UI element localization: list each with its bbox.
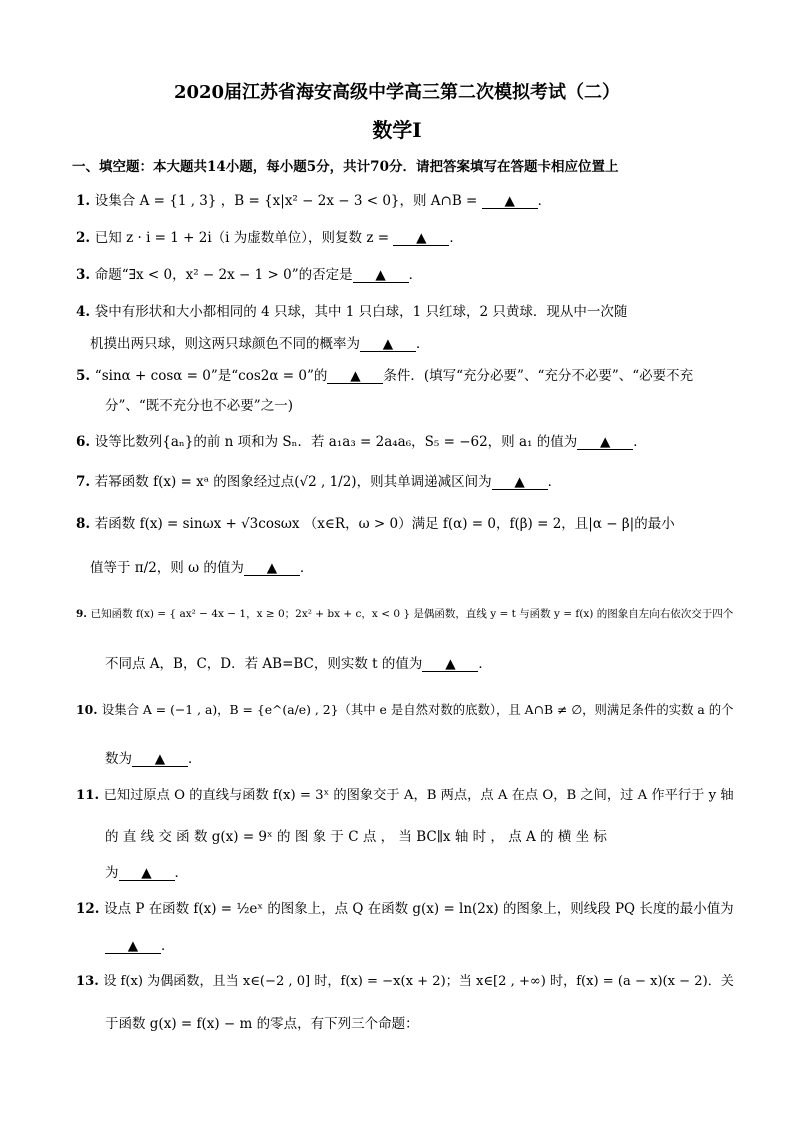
- answer-blank[interactable]: ▲: [360, 337, 416, 352]
- question-text: “sinα + cosα = 0”是“cos2α = 0”的: [94, 368, 328, 384]
- question-text: 不同点 A，B，C，D．若 AB=BC，则实数 t 的值为: [105, 656, 423, 672]
- question-number: 3.: [76, 267, 95, 283]
- answer-blank[interactable]: ▲: [327, 369, 383, 384]
- question-text-tail: ．: [188, 751, 202, 767]
- question-text: 为: [105, 865, 119, 881]
- question-text: 设点 P 在函数 f(x) = ½eˣ 的图象上，点 Q 在函数 g(x) = ln(2x) 的图象上，则线段 PQ 长度的最小值为: [104, 901, 734, 917]
- question-text-tail: ．: [449, 230, 463, 246]
- question-text-tail: ．: [161, 938, 175, 954]
- question-line: [105, 828, 607, 846]
- question-line: [76, 192, 551, 210]
- question-line: [105, 1015, 419, 1033]
- question-text: 分”、“既不充分也不必要”之一): [105, 398, 293, 414]
- question-text-tail: 条件．(填写“充分必要”、“充分不必要”、“必要不充: [383, 368, 694, 384]
- question-number: 13.: [76, 974, 104, 989]
- question-line: [76, 605, 733, 623]
- question-line: [76, 787, 734, 805]
- question-text-tail: ．: [174, 865, 188, 881]
- question-line: [105, 864, 188, 882]
- question-text: 已知函数 f(x) = { ax² − 4x − 1，x ≥ 0；2x² + bx + c，x < 0 } 是偶函数，直线 y = t 与函数 y = f(x) 的图象自左向右依次交于四个: [90, 608, 734, 620]
- question-number: 4.: [76, 304, 95, 320]
- question-line: [76, 973, 734, 991]
- question-text-tail: ．: [299, 560, 314, 576]
- question-text: 值等于 π/2，则 ω 的值为: [90, 560, 244, 576]
- question-text-tail: ．: [633, 434, 647, 450]
- question-text: 设等比数列{aₙ}的前 n 项和为 Sₙ．若 a₁a₃ = 2a₄a₆，S₅ = −62，则 a₁ 的值为: [94, 434, 578, 450]
- question-text: 设集合 A = {1 , 3} ，B = {x|x² − 2x − 3 < 0}，则 A∩B =: [94, 193, 482, 209]
- question-line: [76, 303, 627, 321]
- question-number: 2.: [76, 230, 95, 246]
- question-number: 8.: [76, 516, 95, 532]
- answer-blank[interactable]: ▲: [393, 231, 449, 246]
- question-line: [76, 433, 647, 451]
- question-text: 已知 z · i = 1 + 2i（i 为虚数单位），则复数 z =: [94, 230, 394, 246]
- question-line: [76, 367, 693, 385]
- question-number: 5.: [76, 368, 95, 384]
- answer-blank[interactable]: ▲: [353, 268, 409, 283]
- question-line: [90, 335, 430, 353]
- exam-title: 2020届江苏省海安高级中学高三第二次模拟考试（二）: [173, 82, 621, 103]
- question-text: 于函数 g(x) = f(x) − m 的零点，有下列三个命题：: [105, 1016, 419, 1032]
- question-line: [76, 515, 675, 533]
- section-heading: 一、填空题：本大题共14小题，每小题5分，共计70分．请把答案填写在答题卡相应位置上: [72, 159, 619, 175]
- question-line: [76, 266, 422, 284]
- question-text: 已知过原点 O 的直线与函数 f(x) = 3ˣ 的图象交于 A，B 两点，点 A 在点 O，B 之间，过 A 作平行于 y 轴: [103, 788, 734, 803]
- question-line: [76, 701, 733, 719]
- question-number: 12.: [76, 901, 105, 917]
- answer-blank[interactable]: ▲: [577, 435, 633, 450]
- question-text: 命题“∃x < 0，x² − 2x − 1 > 0”的否定是: [94, 267, 353, 283]
- question-number: 11.: [76, 788, 104, 803]
- question-text-tail: ．: [537, 193, 552, 209]
- exam-subtitle: 数学Ⅰ: [372, 118, 422, 142]
- question-line: [76, 229, 463, 247]
- question-text: 数为: [105, 751, 132, 767]
- question-line: [105, 397, 293, 415]
- question-text: 若幂函数 f(x) = xᵃ 的图象经过点(√2 , 1/2)，则其单调递减区间为: [94, 474, 492, 490]
- question-text: 设集合 A = (−1 , a)，B = {e^(a/e) , 2}（其中 e 是自然对数的底数），且 A∩B ≠ ∅，则满足条件的实数 a 的个: [101, 702, 734, 717]
- question-text: 若函数 f(x) = sinωx + √3cosωx （x∈R，ω > 0）满足 f(α) = 0，f(β) = 2，且|α − β|的最小: [94, 516, 675, 532]
- question-line: [105, 750, 202, 768]
- question-line: [105, 655, 492, 673]
- question-text: 袋中有形状和大小都相同的 4 只球，其中 1 只白球，1 只红球，2 只黄球．现从中一次随: [94, 304, 628, 320]
- question-number: 1.: [76, 193, 95, 209]
- question-text-tail: ．: [478, 656, 492, 672]
- question-line: [76, 900, 734, 918]
- question-text: 机摸出两只球，则这两只球颜色不同的概率为: [90, 336, 360, 352]
- answer-blank[interactable]: ▲: [119, 866, 175, 881]
- question-text-tail: ．: [547, 474, 562, 490]
- answer-blank[interactable]: ▲: [105, 939, 161, 954]
- question-text-tail: ．: [416, 336, 430, 352]
- answer-blank[interactable]: ▲: [132, 752, 188, 767]
- question-line: [105, 937, 175, 955]
- question-number: 7.: [76, 474, 95, 490]
- question-number: 9.: [76, 608, 91, 620]
- answer-blank[interactable]: ▲: [482, 194, 538, 209]
- question-number: 6.: [76, 434, 95, 450]
- answer-blank[interactable]: ▲: [422, 657, 478, 672]
- answer-blank[interactable]: ▲: [244, 561, 300, 576]
- answer-blank[interactable]: ▲: [492, 475, 548, 490]
- question-text: 的 直 线 交 函 数 g(x) = 9ˣ 的 图 象 于 C 点 ， 当 BC∥x 轴 时 ， 点 A 的 横 坐 标: [105, 829, 607, 845]
- question-number: 10.: [76, 702, 102, 717]
- question-line: [90, 559, 313, 577]
- question-text: 设 f(x) 为偶函数，且当 x∈(−2 , 0] 时，f(x) = −x(x + 2)；当 x∈[2 , +∞) 时，f(x) = (a − x)(x − 2)．关: [103, 974, 734, 989]
- question-text-tail: ．: [408, 267, 423, 283]
- question-line: [76, 473, 561, 491]
